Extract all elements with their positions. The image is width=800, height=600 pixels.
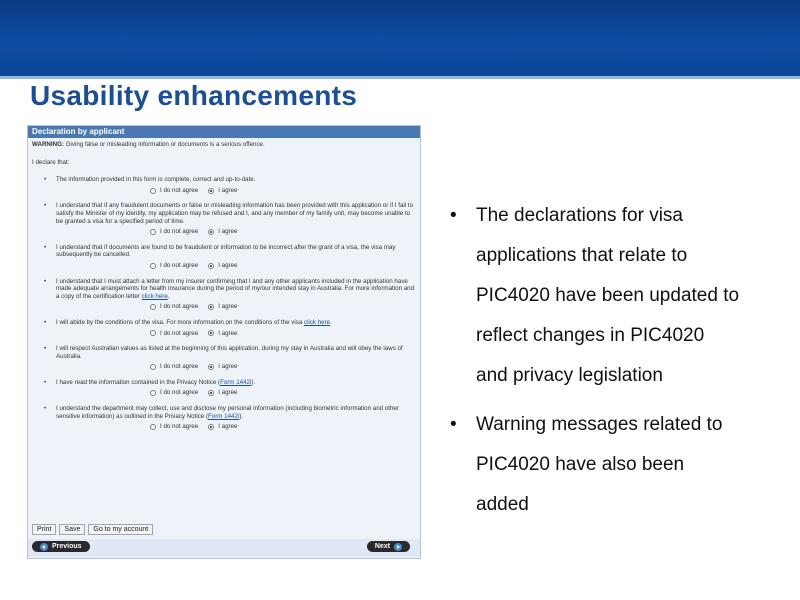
agree-label: I agree [218, 186, 238, 194]
declaration-statement: I understand that if documents are found to be fraudulent or information to be incorrect after the grant of a visa, the visa may subsequently be cancelled. [56, 243, 396, 259]
summary-point-text: Warning messages related to PIC4020 have also been added [476, 414, 723, 515]
agree-label: I agree [218, 261, 238, 269]
declaration-statement: I have read the information contained in the Privacy Notice (Form 1442i). [56, 378, 256, 386]
bullet-icon: • [450, 414, 457, 435]
declaration-link[interactable]: Form 1442i [220, 378, 252, 386]
bullet-icon: • [44, 176, 47, 184]
agree-radio[interactable] [208, 330, 214, 336]
disagree-label: I do not agree [160, 389, 199, 397]
declaration-statement: I understand that I must attach a letter from my insurer confirming that I and any other applicants included in the application have made adequate arrangements for health insurance during the period of my/our intended stay in Australia. For more information and a copy of the certification letter click here. [56, 277, 415, 300]
bullet-icon: • [450, 205, 457, 226]
disagree-label: I do not agree [160, 261, 199, 269]
save-button[interactable]: Save [59, 524, 85, 535]
declaration-list [32, 176, 416, 431]
declaration-statement: I understand the department may collect, use and disclose my personal information (including biometric information and other sensitive information) as outlined in the Privacy Notice (Form 1442i). [56, 405, 399, 420]
declare-intro: I declare that: [32, 158, 70, 166]
declaration-text [32, 345, 416, 360]
disagree-radio[interactable] [150, 229, 156, 235]
next-label: Next [374, 543, 390, 550]
declaration-text [32, 176, 416, 184]
disagree-radio[interactable] [150, 390, 156, 396]
bullet-icon: • [44, 378, 47, 386]
agree-label: I agree [218, 363, 238, 371]
agree-radio-group [150, 262, 416, 270]
disagree-label: I do not agree [160, 423, 199, 431]
agree-label: I agree [218, 389, 238, 397]
bullet-icon: • [44, 202, 47, 210]
disagree-radio[interactable] [150, 188, 156, 194]
header-banner [0, 0, 800, 76]
print-button[interactable]: Print [32, 524, 56, 535]
agree-radio-group [150, 330, 416, 338]
disagree-radio[interactable] [150, 330, 156, 336]
declaration-text [32, 244, 416, 259]
disagree-radio[interactable] [150, 364, 156, 370]
bullet-icon: • [44, 243, 47, 251]
warning-label: WARNING: [32, 141, 64, 148]
declaration-item [32, 345, 416, 371]
declaration-item [32, 379, 416, 397]
warning-text: Giving false or misleading information or documents is a serious offence. [63, 141, 265, 148]
declaration-link[interactable]: click here [303, 318, 331, 326]
agree-radio[interactable] [208, 229, 214, 235]
declaration-statement: The information provided in this form is complete, correct and up-to-date. [56, 176, 256, 184]
navigation-bar [28, 539, 420, 557]
disagree-label: I do not agree [160, 186, 199, 194]
disagree-radio[interactable] [150, 424, 156, 430]
bullet-icon: • [44, 345, 47, 353]
disagree-label: I do not agree [160, 329, 199, 337]
agree-radio-group [150, 363, 416, 371]
declaration-form-screenshot [27, 125, 421, 559]
agree-radio[interactable] [208, 390, 214, 396]
agree-label: I agree [218, 329, 238, 337]
agree-radio-group [150, 303, 416, 311]
previous-label: Previous [52, 543, 82, 550]
declaration-text [32, 278, 416, 301]
declaration-item [32, 244, 416, 270]
declaration-item [32, 176, 416, 194]
declaration-item [32, 278, 416, 311]
agree-radio[interactable] [208, 304, 214, 310]
disagree-label: I do not agree [160, 228, 199, 236]
declaration-text [32, 405, 416, 420]
bullet-icon: • [44, 277, 47, 285]
declaration-statement: I will abide by the conditions of the visa. For more information on the conditions of the visa click here. [56, 318, 332, 326]
agree-label: I agree [218, 303, 238, 311]
summary-point [450, 405, 795, 525]
agree-radio-group [150, 389, 416, 397]
form-header: Declaration by applicant [28, 126, 420, 138]
go-to-account-button[interactable]: Go to my account [88, 524, 153, 535]
agree-radio-group [150, 423, 416, 431]
declaration-item [32, 319, 416, 337]
disagree-radio[interactable] [150, 304, 156, 310]
bullet-icon: • [44, 405, 47, 413]
summary-points [450, 196, 795, 534]
declaration-link[interactable]: click here [141, 292, 168, 300]
agree-radio-group [150, 228, 416, 236]
summary-point-text: The declarations for visa applications that relate to PIC4020 have been updated to reflect changes in PIC4020 and privacy legislation [476, 205, 740, 386]
declaration-item [32, 202, 416, 235]
agree-radio[interactable] [208, 263, 214, 269]
declaration-link[interactable]: Form 1442i [208, 412, 240, 420]
agree-label: I agree [218, 228, 238, 236]
agree-radio-group [150, 187, 416, 195]
previous-button[interactable] [32, 541, 90, 552]
summary-point [450, 196, 795, 396]
next-button[interactable] [367, 541, 410, 552]
agree-radio[interactable] [208, 364, 214, 370]
agree-label: I agree [218, 423, 238, 431]
declaration-text [32, 202, 416, 225]
banner-divider [0, 76, 800, 79]
declaration-statement: I understand that if any fraudulent documents or false or misleading information has been provided with this application or if I fail to satisfy the Minister of my identity, my application may be refused and I, and any member of my family unit, may become unable to be granted a visa for a specified period of time. [56, 202, 414, 225]
agree-radio[interactable] [208, 188, 214, 194]
declaration-text [32, 319, 416, 327]
warning-message [32, 141, 416, 149]
disagree-label: I do not agree [160, 363, 199, 371]
disagree-radio[interactable] [150, 263, 156, 269]
bullet-icon: • [44, 318, 47, 326]
declaration-item [32, 405, 416, 431]
form-body [28, 138, 420, 431]
slide-title: Usability enhancements [30, 80, 358, 111]
agree-radio[interactable] [208, 424, 214, 430]
form-action-buttons [32, 524, 153, 535]
declaration-statement: I will respect Australian values as listed at the beginning of this application, during my stay in Australia and will obey the laws of Australia. [56, 345, 403, 360]
arrow-right-icon [394, 543, 402, 551]
disagree-label: I do not agree [160, 303, 199, 311]
declaration-text [32, 379, 416, 387]
arrow-left-icon [40, 543, 48, 551]
